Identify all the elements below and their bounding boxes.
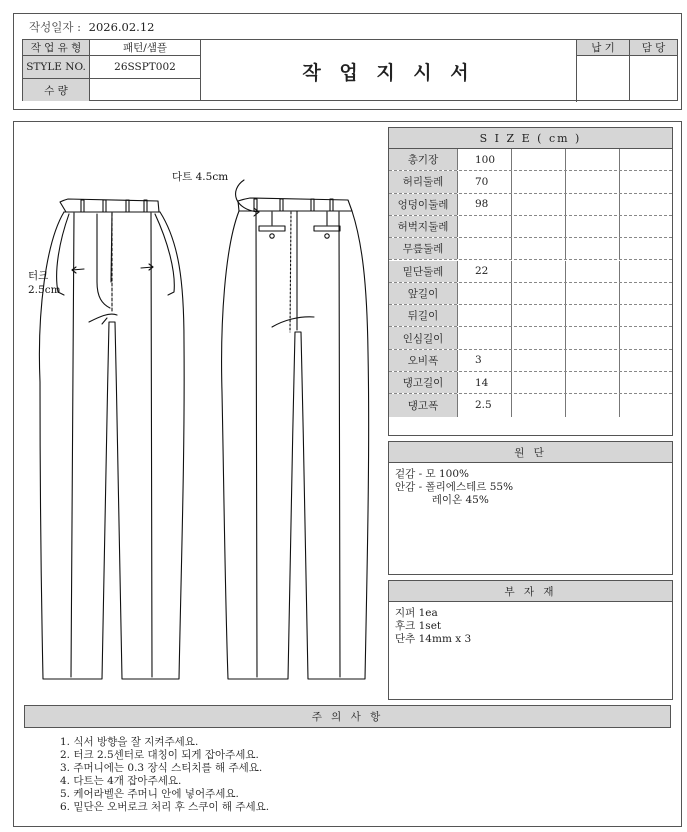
size-extra-1 (512, 305, 566, 326)
note-item: 1. 식서 방향을 잘 지켜주세요. (60, 736, 199, 748)
quantity-label: 수 량 (23, 79, 90, 101)
size-value (458, 216, 512, 237)
pants-flat-sketch (14, 122, 386, 704)
size-row (389, 372, 672, 394)
size-row (389, 171, 672, 193)
content-line: 지퍼 1ea (395, 607, 438, 619)
note-item: 5. 케어라벨은 주머니 안에 넣어주세요. (60, 788, 239, 800)
header-table (22, 39, 678, 101)
work-type-value: 패턴/샘플 (90, 40, 201, 56)
size-value: 14 (458, 372, 512, 393)
content-line: 겉감 - 모 100% (395, 468, 470, 480)
size-extra-1 (512, 394, 566, 416)
size-value: 3 (458, 350, 512, 371)
size-name: 뒤길이 (389, 305, 458, 326)
size-row (389, 261, 672, 283)
tuck-label-line2: 2.5cm (28, 284, 61, 296)
size-extra-3 (620, 327, 674, 348)
quantity-value (90, 79, 201, 101)
size-row (389, 350, 672, 372)
size-extra-2 (566, 194, 620, 215)
front-view-drawing (39, 199, 184, 679)
content-line: 후크 1set (395, 620, 442, 632)
size-value: 2.5 (458, 394, 512, 416)
main-panel (13, 121, 682, 827)
dart-label: 다트 4.5cm (172, 171, 229, 183)
delivery-value (577, 56, 630, 101)
size-value (458, 327, 512, 348)
trims-content (389, 602, 672, 651)
size-row (389, 149, 672, 171)
style-no-value: 26SSPT002 (90, 56, 201, 79)
content-line: 단추 14mm x 3 (395, 633, 472, 645)
size-extra-1 (512, 216, 566, 237)
tuck-label-line1: 터크 (28, 270, 49, 282)
notes-title: 주 의 사 항 (24, 705, 671, 728)
size-row (389, 194, 672, 216)
size-extra-1 (512, 238, 566, 259)
size-extra-1 (512, 372, 566, 393)
note-item: 6. 밑단은 오버로크 처리 후 스쿠이 해 주세요. (60, 801, 270, 813)
size-extra-2 (566, 305, 620, 326)
size-extra-2 (566, 350, 620, 371)
date-line (29, 19, 154, 35)
size-name: 인심길이 (389, 327, 458, 348)
size-value (458, 238, 512, 259)
back-view-drawing (222, 180, 369, 679)
size-extra-2 (566, 372, 620, 393)
size-value: 22 (458, 261, 512, 282)
size-extra-3 (620, 171, 674, 192)
size-extra-3 (620, 394, 674, 416)
size-extra-3 (620, 238, 674, 259)
note-item: 2. 터크 2.5센터로 대칭이 되게 잡아주세요. (60, 749, 259, 761)
size-value (458, 283, 512, 304)
date-label: 작성일자 : (29, 20, 81, 34)
fabric-title: 원 단 (389, 442, 672, 463)
size-extra-3 (620, 372, 674, 393)
size-extra-3 (620, 194, 674, 215)
header-panel (13, 13, 682, 110)
fabric-content (389, 463, 672, 512)
size-value: 70 (458, 171, 512, 192)
size-extra-1 (512, 171, 566, 192)
size-name: 엉덩이둘레 (389, 194, 458, 215)
size-extra-3 (620, 149, 674, 170)
size-extra-2 (566, 216, 620, 237)
date-value: 2026.02.12 (88, 20, 155, 34)
size-extra-2 (566, 149, 620, 170)
size-row (389, 305, 672, 327)
style-no-label: STYLE NO. (23, 56, 90, 79)
size-row (389, 327, 672, 349)
size-extra-1 (512, 327, 566, 348)
delivery-label: 납 기 (577, 40, 630, 56)
size-extra-2 (566, 327, 620, 348)
size-row (389, 238, 672, 260)
manager-label: 담 당 (630, 40, 677, 56)
size-extra-2 (566, 171, 620, 192)
manager-value (630, 56, 677, 101)
work-type-label: 작 업 유 형 (23, 40, 90, 56)
trims-title: 부 자 재 (389, 581, 672, 602)
trims-box (388, 580, 673, 700)
size-row (389, 216, 672, 238)
size-value: 98 (458, 194, 512, 215)
size-name: 오비폭 (389, 350, 458, 371)
size-value: 100 (458, 149, 512, 170)
size-name: 무릎둘레 (389, 238, 458, 259)
content-line: 안감 - 폴리에스테르 55% (395, 481, 514, 493)
size-extra-1 (512, 261, 566, 282)
fabric-box (388, 441, 673, 575)
size-value (458, 305, 512, 326)
size-extra-2 (566, 394, 620, 416)
size-extra-2 (566, 261, 620, 282)
size-name: 밑단둘레 (389, 261, 458, 282)
size-table (388, 127, 673, 436)
size-extra-3 (620, 350, 674, 371)
size-name: 허벅지둘레 (389, 216, 458, 237)
size-table-title: S I Z E ( cm ) (389, 128, 672, 149)
size-row (389, 283, 672, 305)
size-extra-1 (512, 194, 566, 215)
size-extra-3 (620, 305, 674, 326)
size-name: 허리둘레 (389, 171, 458, 192)
size-name: 댕고길이 (389, 372, 458, 393)
size-name: 총기장 (389, 149, 458, 170)
content-line: 레이온 45% (395, 494, 489, 506)
notes-list (60, 736, 269, 814)
document-title: 작 업 지 시 서 (201, 40, 577, 102)
size-row (389, 394, 672, 416)
size-extra-3 (620, 261, 674, 282)
size-name: 앞길이 (389, 283, 458, 304)
size-extra-1 (512, 283, 566, 304)
size-extra-3 (620, 283, 674, 304)
size-extra-1 (512, 350, 566, 371)
size-extra-3 (620, 216, 674, 237)
note-item: 3. 주머니에는 0.3 장식 스티치를 해 주세요. (60, 762, 263, 774)
size-extra-2 (566, 283, 620, 304)
size-name: 댕고폭 (389, 394, 458, 416)
note-item: 4. 다트는 4개 잡아주세요. (60, 775, 182, 787)
size-extra-2 (566, 238, 620, 259)
size-extra-1 (512, 149, 566, 170)
